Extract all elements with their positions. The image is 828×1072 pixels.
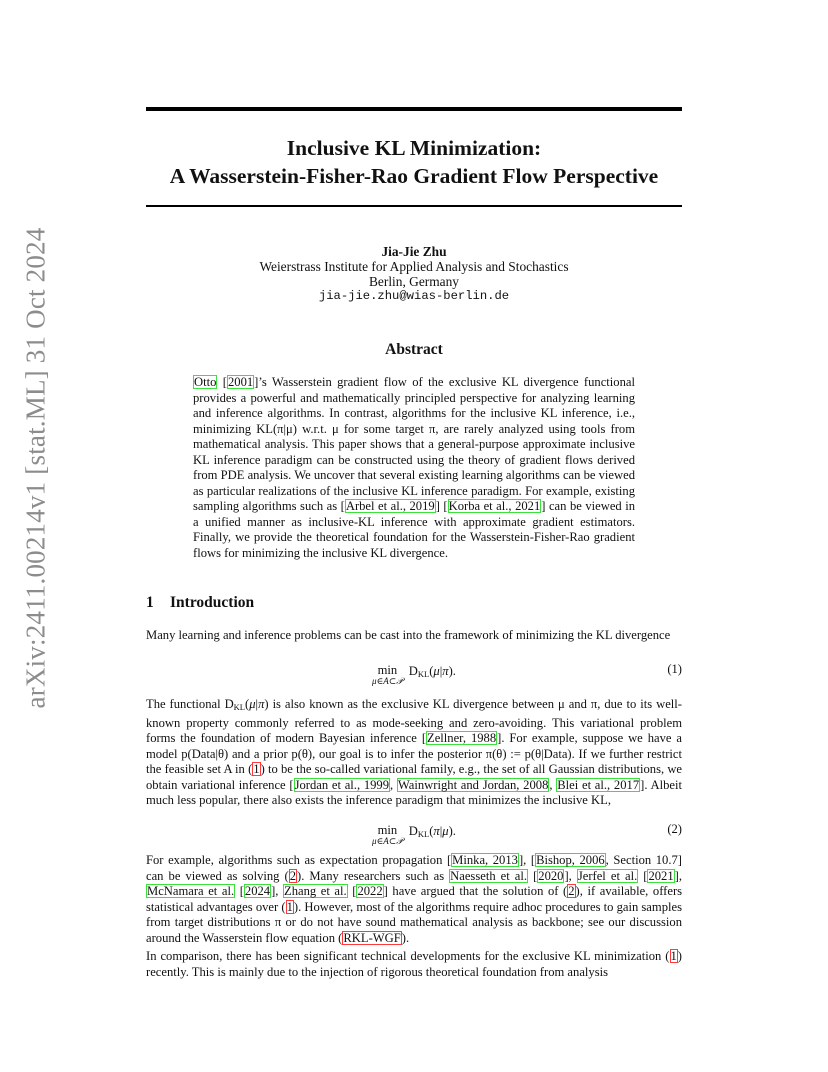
- citation-mcnamara-year[interactable]: 2024: [244, 884, 271, 898]
- section-title: Introduction: [170, 594, 255, 611]
- paragraph-comparison: In comparison, there has been significant technical developments for the exclusive KL minimization (1) recently. This is mainly due to the injection of rigorous theoretical foundation from analysis: [146, 949, 682, 979]
- arxiv-identifier: arXiv:2411.00214v1 [stat.ML] 31 Oct 2024: [20, 227, 51, 709]
- equation-ref-2[interactable]: 2: [289, 868, 297, 883]
- author-email[interactable]: jia-jie.zhu@wias-berlin.de: [318, 289, 510, 303]
- paper-title: [146, 134, 682, 190]
- citation-zhang[interactable]: Zhang et al.: [284, 884, 347, 898]
- section-number: 1: [146, 594, 154, 611]
- author-affiliation: Weierstrass Institute for Applied Analysis and Stochastics: [259, 259, 569, 274]
- title-line-1: Inclusive KL Minimization:: [286, 136, 542, 160]
- abstract-text: Otto [2001]’s Wasserstein gradient flow of the exclusive KL divergence functional provides a powerful and mathematically principled perspective for analyzing learning and inference algorithms. In contrast, algorithms for the inclusive KL inference, i.e., minimizing KL(π|μ) w.r.t. μ for some target π, are rarely analyzed using tools from mathematical analysis. This paper shows that a general-purpose approximate inclusive KL inference paradigm can be constructed using the theory of gradient flows derived from PDE analysis. We uncover that several existing learning algorithms can be viewed as particular realizations of the inclusive KL inference paradigm. For example, existing sampling algorithms such as [Arbel et al., 2019] [Korba et al., 2021] can be viewed in a unified manner as inclusive-KL inference with approximate gradient estimators. Finally, we provide the theoretical foundation for the Wasserstein-Fisher-Rao gradient flows for minimizing the inclusive KL divergence.: [193, 375, 636, 560]
- citation-wainwright[interactable]: Wainwright and Jordan, 2008: [397, 777, 549, 792]
- title-bottom-rule: [146, 205, 682, 207]
- paragraph-inclusive-kl: For example, algorithms such as expectation propagation [Minka, 2013], [Bishop, 2006, Section 10.7] can be viewed as solving (2). Many researchers such as Naesseth et al. [2020], Jerfel et al. [2021], McNamara et al. [2024], Zhang et al. [2022] have argued that the solution of (2), if available, offers statistical advantages over (1). However, most of the algorithms require adhoc procedures to gain samples from target distributions π or do not have sound mathematical analysis as backbone; see our discussion around the Wasserstein flow equation (RKL-WGF).: [146, 853, 683, 945]
- citation-jerfel-year[interactable]: 2021: [648, 868, 674, 883]
- title-line-2: A Wasserstein-Fisher-Rao Gradient Flow Perspective: [169, 164, 659, 188]
- bishop-section: Section 10.7: [613, 853, 678, 867]
- abstract-heading: Abstract: [385, 341, 443, 358]
- para4-part-b: recently. This is mainly due to the injection of rigorous theoretical foundation from analysis: [146, 964, 609, 979]
- citation-naesseth[interactable]: Naesseth et al.: [450, 868, 528, 883]
- para2-part-a: is also known as the exclusive KL divergence between μ and π, due to its well-known property commonly referred to as mode-seeking and zero-avoiding. This variational problem forms the foundation of modern Bayesian inference: [146, 697, 682, 745]
- equation-ref-rkl-wgf[interactable]: RKL-WGF: [343, 930, 401, 945]
- para3-part-a: For example, algorithms such as expectation propagation: [146, 853, 447, 867]
- abstract-part-1: ’s Wasserstein gradient flow of the exclusive KL divergence functional provides a powerful and mathematically principled perspective for analyzing learning and inference algorithms. In contrast, algorithms for the inclusive KL inference, i.e., minimizing KL(π|μ) w.r.t. μ for some target π, are rarely analyzed using tools from mathematical analysis. This paper shows that a general-purpose approximate inclusive KL inference paradigm can be constructed using the theory of gradient flows derived from PDE analysis. We uncover that several existing learning algorithms can be viewed as particular realizations of the inclusive KL inference paradigm. For example, existing sampling algorithms such as: [193, 375, 635, 513]
- equation-ref-1b[interactable]: 1: [286, 899, 293, 914]
- para3-part-b: can be viewed as solving: [146, 868, 285, 883]
- citation-bishop[interactable]: Bishop, 2006: [536, 853, 605, 867]
- citation-zhang-year[interactable]: 2022: [357, 884, 383, 898]
- para3-part-d: have argued that the solution of: [387, 884, 564, 898]
- intro-paragraph: Many learning and inference problems can be cast into the framework of minimizing the KL divergence: [146, 628, 671, 642]
- author-location: Berlin, Germany: [369, 274, 459, 289]
- para2-part-d: . Albeit much less popular, there also exists the inference paradigm that minimizes the inclusive KL,: [146, 777, 682, 807]
- para3-part-f: . However, most of the algorithms require adhoc procedures to gain samples from target distributions π or do not have sound mathematical analysis as backbone; see our discussion around the Wasserstein flow equation: [146, 899, 682, 945]
- equation-ref-1[interactable]: 1: [253, 762, 260, 776]
- citation-otto-year[interactable]: 2001: [227, 375, 254, 389]
- para3-part-e: , if available, offers statistical advantages over: [146, 884, 683, 914]
- citation-mcnamara[interactable]: McNamara et al.: [147, 884, 235, 898]
- citation-naesseth-year[interactable]: 2020: [538, 868, 564, 883]
- author-block: [146, 244, 682, 304]
- citation-blei[interactable]: Blei et al., 2017: [557, 777, 640, 792]
- para3-part-c: . Many researchers such as: [301, 868, 450, 883]
- equation-2: min μ∈A⊂𝒫 $D_{KL}(\pi|\mu)$. (2): [372, 822, 682, 846]
- citation-korba[interactable]: Korba et al., 2021: [448, 499, 541, 513]
- para4-part-a: In comparison, there has been significant technical developments for the exclusive KL minimization: [146, 949, 666, 963]
- para2-part-c: to be the so-called variational family, e.g., the set of all Gaussian distributions, we obtain variational inference: [146, 762, 683, 792]
- equation-ref-2b[interactable]: 2: [568, 884, 575, 898]
- equation-1: min μ∈A⊂𝒫 $D_{KL}(\mu|\pi)$. (1): [372, 662, 682, 686]
- citation-arbel[interactable]: Arbel et al., 2019: [345, 499, 435, 513]
- paragraph-exclusive-kl: The functional $D_{KL}(\mu|\pi)$ is also known as the exclusive KL divergence between μ and π, due to its well-known property commonly referred to as mode-seeking and zero-avoiding. This variational problem forms the foundation of modern Bayesian inference [Zellner, 1988]. For example, suppose we have a model p(Data|θ) and a prior p(θ), our goal is to infer the posterior π(θ) := p(θ|Data). If we further restrict the feasible set A in (1) to be the so-called variational family, e.g., the set of all Gaussian distributions, we obtain variational inference [Jordan et al., 1999, Wainwright and Jordan, 2008, Blei et al., 2017]. Albeit much less popular, there also exists the inference paradigm that minimizes the inclusive KL,: [146, 697, 683, 807]
- citation-jerfel[interactable]: Jerfel et al.: [577, 868, 638, 883]
- equation-ref-1c[interactable]: 1: [670, 949, 677, 963]
- abstract-part-2: can be viewed in a unified manner as inclusive-KL inference with approximate gradient estimators. Finally, we provide the theoretical foundation for the Wasserstein-Fisher-Rao gradient flows for minimizing the inclusive KL divergence.: [193, 499, 636, 560]
- author-name: Jia-Jie Zhu: [381, 244, 447, 259]
- para2-part-b: . For example, suppose we have a model p(Data|θ) and a prior p(θ), our goal is to infer the posterior π(θ) := p(θ|Data). If we further restrict the feasible set A in: [146, 731, 682, 776]
- title-top-rule: [146, 107, 682, 111]
- citation-minka[interactable]: Minka, 2013: [452, 853, 518, 867]
- equation-2-label: (2): [667, 822, 682, 836]
- section-heading: [146, 594, 254, 612]
- citation-otto[interactable]: Otto: [194, 375, 217, 389]
- citation-jordan[interactable]: Jordan et al., 1999: [294, 777, 390, 792]
- equation-1-label: (1): [667, 662, 682, 676]
- citation-zellner[interactable]: Zellner, 1988: [427, 731, 497, 745]
